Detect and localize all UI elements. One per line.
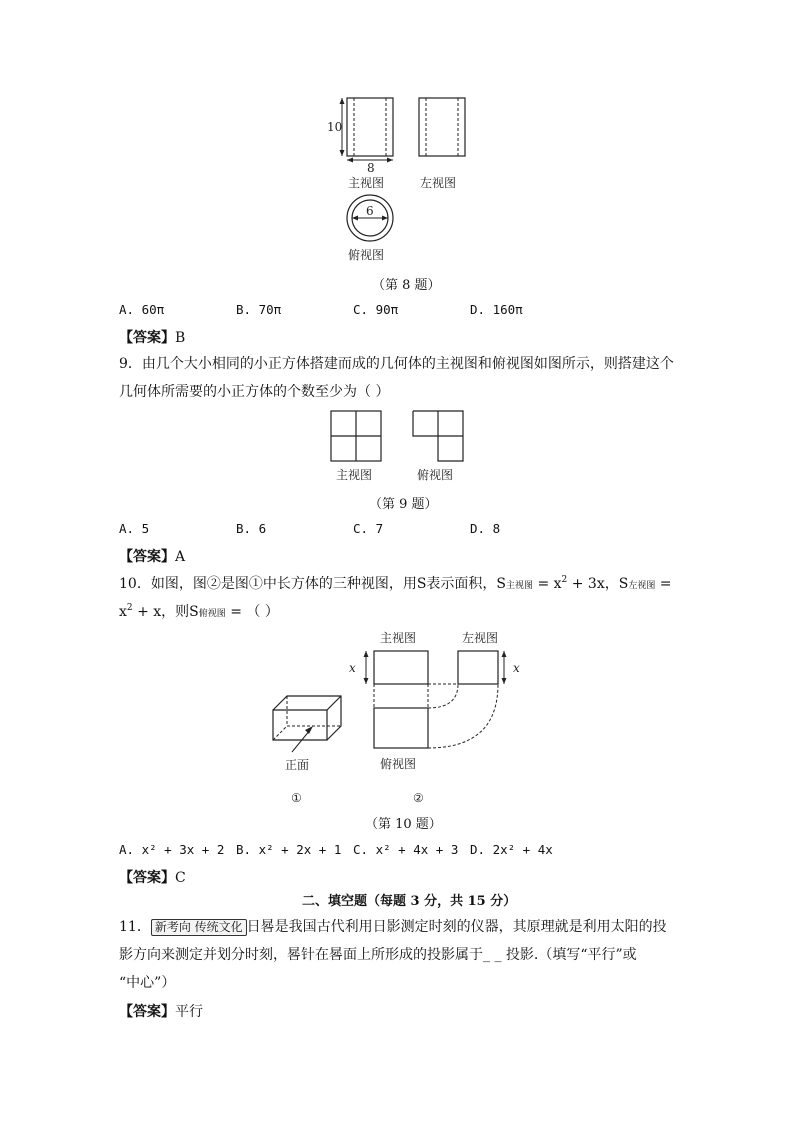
q9-text-line2: 几何体所需要的小正方体的个数至少为（ ） — [119, 384, 390, 400]
q8-option-a: A. 60π — [119, 302, 165, 317]
q9-answer — [119, 546, 185, 566]
q10-front-view-label: 主视图 — [380, 631, 417, 645]
q8-answer-value: B — [175, 330, 186, 346]
q11-line1-text: 日晷是我国古代利用日影测定时刻的仪器，其原理就是利用太阳的投 — [246, 919, 667, 935]
q9-caption: （第 9 题） — [369, 497, 438, 512]
q8-front-view-rect — [347, 98, 393, 156]
q8-option-b: B. 70π — [236, 302, 282, 317]
q10-option-d: D. 2x² + 4x — [470, 842, 553, 857]
q9-top-view-label: 俯视图 — [417, 468, 454, 482]
q8-figure — [0, 0, 794, 270]
q11-answer-value: 平行 — [175, 1004, 203, 1020]
q10-figure — [0, 620, 794, 820]
q8-answer-label: 【答案】 — [119, 330, 175, 346]
q10-answer-value: C — [175, 870, 186, 886]
q8-left-view-label: 左视图 — [420, 176, 457, 190]
q9-option-c: C. 7 — [353, 521, 384, 536]
q10-text-line1: 10．如图，图②是图①中长方体的三种视图，用S表示面积，S主视图 = $x^2 + 3x$，S左视图 = — [119, 575, 672, 592]
q8-dim-height: 10 — [327, 120, 343, 134]
q8-top-view-label: 俯视图 — [348, 248, 385, 262]
q9-option-a: A. 5 — [119, 521, 150, 536]
q10-answer-label: 【答案】 — [119, 870, 175, 886]
q8-dim-width: 8 — [367, 161, 375, 175]
q10-top-view-label: 俯视图 — [380, 757, 417, 771]
q10-fig-num-1: ① — [291, 791, 302, 805]
q8-left-view-rect — [419, 98, 465, 156]
q9-answer-value: A — [175, 549, 186, 565]
q10-fig-num-2: ② — [413, 791, 424, 805]
q10-option-a: A. x² + 3x + 2 — [119, 842, 225, 857]
q9-text-line1: 9．由几个大小相同的小正方体搭建而成的几何体的主视图和俯视图如图所示，则搭建这个 — [119, 356, 674, 372]
q9-front-view-label: 主视图 — [336, 468, 373, 482]
q10-caption: （第 10 题） — [365, 817, 442, 832]
q10-left-view-label: 左视图 — [462, 631, 499, 645]
q10-fig-x-front: x — [349, 661, 356, 675]
q11-text-line1 — [119, 918, 667, 936]
q11-text-line2: 影方向来测定并划分时刻，晷针在晷面上所形成的投影属于_ _ 投影.（填写“平行”或 — [119, 947, 637, 963]
q11-answer-label: 【答案】 — [119, 1004, 175, 1020]
q10-fig-x-left: x — [513, 661, 520, 675]
q10-text-line2: $x^2 + x$，则S俯视图 = （ ） — [119, 603, 279, 620]
q8-caption: （第 8 题） — [372, 278, 441, 293]
q9-option-d: D. 8 — [470, 521, 501, 536]
q10-face-label: 正面 — [285, 758, 310, 772]
q8-option-d: D. 160π — [470, 302, 523, 317]
q10-option-c: C. x² + 4x + 3 — [353, 842, 459, 857]
q10-answer — [119, 867, 186, 887]
q8-answer — [119, 327, 185, 347]
q9-answer-label: 【答案】 — [119, 549, 175, 565]
q11-tag-badge: 新考向 传统文化 — [151, 919, 247, 936]
q11-answer — [119, 1001, 203, 1021]
q8-dim-diameter: 6 — [366, 204, 374, 218]
q8-option-c: C. 90π — [353, 302, 399, 317]
q11-number: 11． — [119, 919, 151, 935]
section-title: 二、填空题（每题 3 分，共 15 分） — [302, 894, 517, 909]
q11-text-line3: “中心”） — [119, 975, 176, 991]
q8-front-view-label: 主视图 — [348, 176, 385, 190]
q10-option-b: B. x² + 2x + 1 — [236, 842, 342, 857]
q9-option-b: B. 6 — [236, 521, 267, 536]
